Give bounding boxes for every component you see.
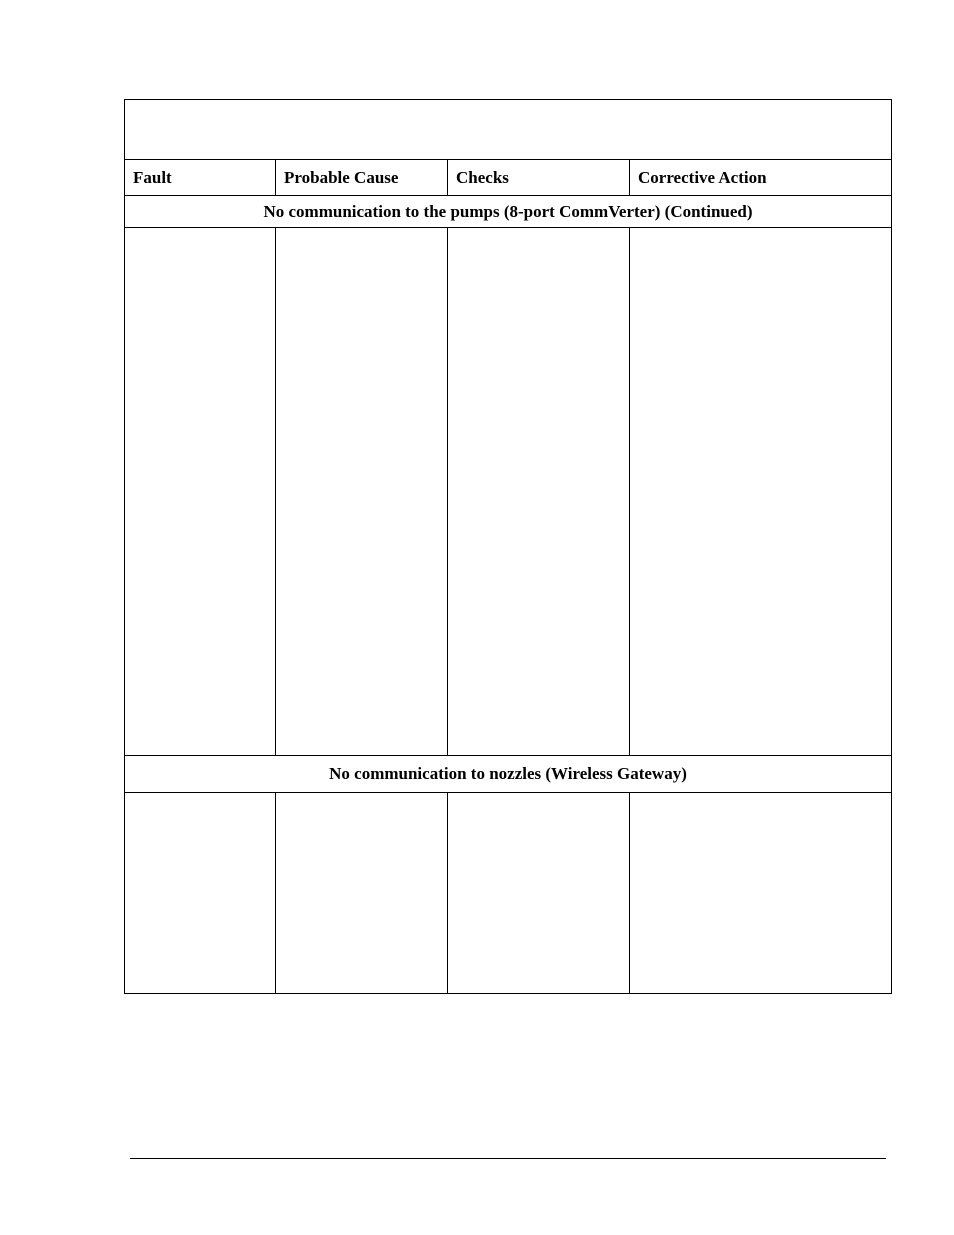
cell-corrective-action [630, 228, 892, 756]
section-heading-row [125, 756, 892, 793]
troubleshooting-table [124, 99, 892, 994]
cell-corrective-action [630, 793, 892, 994]
column-header-checks: Checks [448, 160, 630, 196]
section-heading: No communication to nozzles (Wireless Gateway) [125, 756, 892, 793]
cell-probable-cause [276, 228, 448, 756]
table-title [125, 100, 892, 160]
cell-fault [125, 793, 276, 994]
column-header-fault: Fault [125, 160, 276, 196]
table-row [125, 228, 892, 756]
cell-fault [125, 228, 276, 756]
table-row [125, 793, 892, 994]
column-header-probable-cause: Probable Cause [276, 160, 448, 196]
section-heading-row [125, 196, 892, 228]
cell-checks [448, 793, 630, 994]
cell-probable-cause [276, 793, 448, 994]
footer-divider [130, 1158, 886, 1159]
section-heading: No communication to the pumps (8-port CommVerter) (Continued) [125, 196, 892, 228]
table-title-row [125, 100, 892, 160]
table-header-row [125, 160, 892, 196]
column-header-corrective-action: Corrective Action [630, 160, 892, 196]
cell-checks [448, 228, 630, 756]
